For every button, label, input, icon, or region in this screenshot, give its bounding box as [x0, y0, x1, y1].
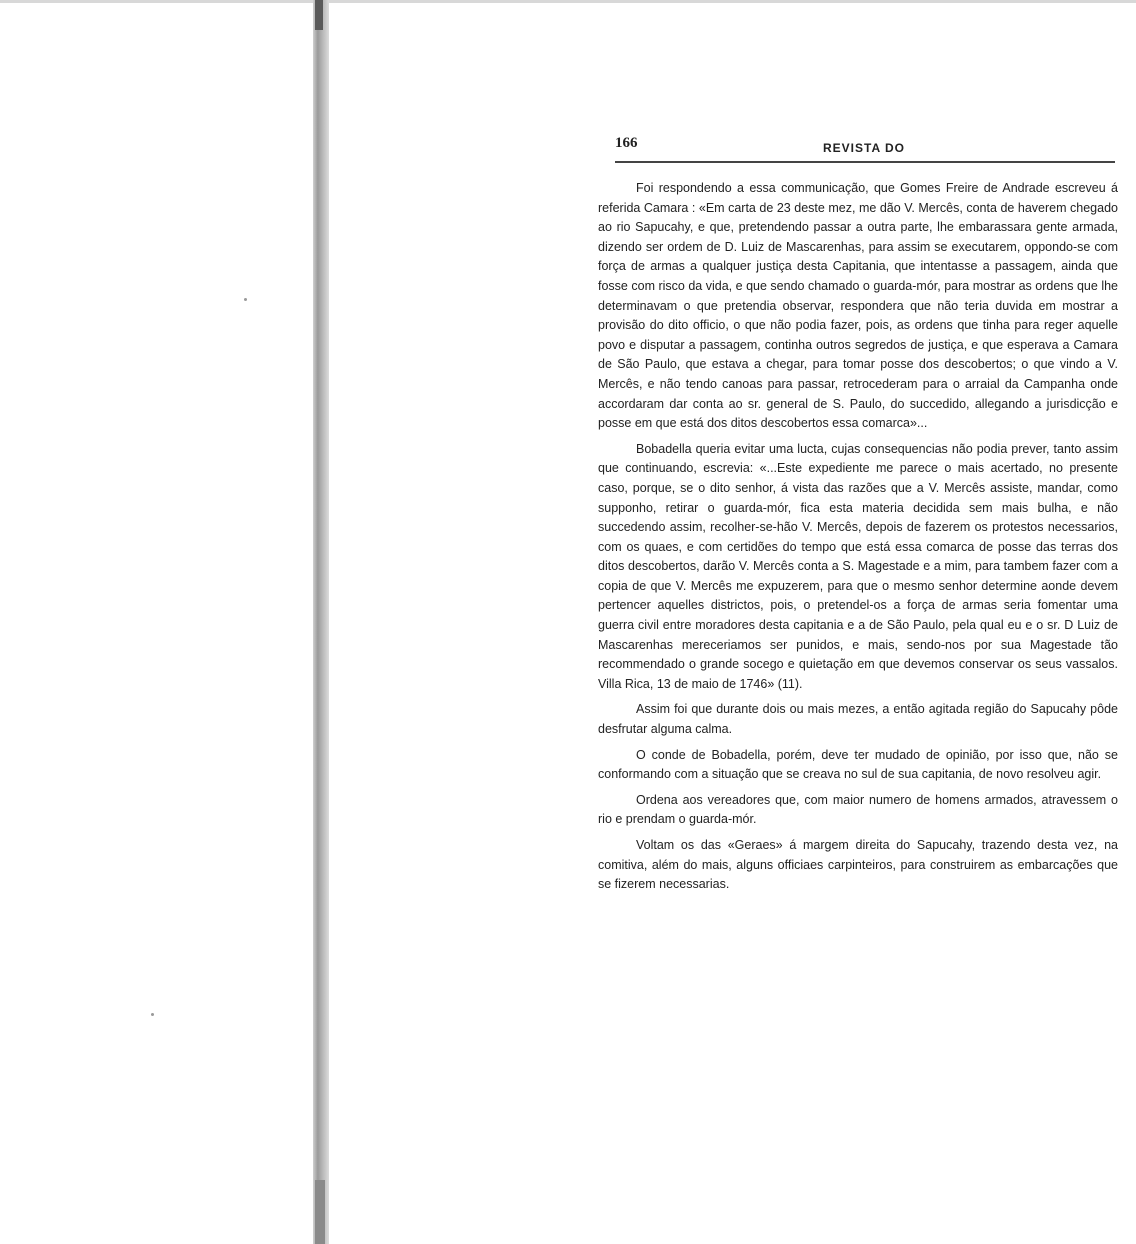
page-header: [615, 135, 1115, 163]
paragraph: O conde de Bobadella, porém, deve ter mudado de opinião, por isso que, não se conformando com a situação que se creava no sul de sua capitania, de novo resolveu agir.: [598, 747, 1118, 782]
scan-top-edge: [0, 0, 1136, 3]
gutter-shadow-bottom: [315, 1180, 325, 1244]
scan-speck: [244, 298, 247, 301]
book-spine-gutter: [313, 0, 329, 1244]
paragraph: Foi respondendo a essa communicação, que Gomes Freire de Andrade escreveu á referida Camara : «Em carta de 23 deste mez, me dão V. Mercês, conta de haverem chegado ao rio Sapucahy, e que, pretendendo passar a outra parte, lhe embarassara gente armada, dizendo ser ordem de D. Luiz de Mascarenhas, para assim se executarem, oppondo-se com força de armas a qualquer justiça desta Capitania, que intentasse a passagem, ainda que fosse com risco da vida, e que sendo chamado o guarda-mór, para mostrar as ordens que lhe determinavam o que pretendia observar, respondera que não teria duvida em mostrar a provisão do dito officio, o que não podia fazer, pois, as ordens que tinha para reger aquelle povo e disputar a passagem, continha outros segredos de justiça, e que esperava a Camara de São Paulo, que estava a chegar, para tomar posse dos descobertos; o que vindo a V. Mercês, e não tendo canoas para passar, retrocederam para o arraial da Campanha onde accordaram dar conta ao sr. general de S. Paulo, do succedido, allegando a jurisdicção e posse em que está dos ditos descobertos essa comarca»...: [598, 181, 1118, 431]
gutter-shadow-top: [315, 0, 323, 30]
paragraph: Assim foi que durante dois ou mais mezes, a então agitada região do Sapucahy pôde desfrutar alguma calma.: [598, 702, 1118, 737]
body-text: [598, 179, 1118, 901]
scan-speck: [151, 1013, 154, 1016]
paragraph: Ordena aos vereadores que, com maior numero de homens armados, atravessem o rio e prendam o guarda-mór.: [598, 792, 1118, 827]
running-head: REVISTA DO: [823, 141, 906, 155]
paragraph: Voltam os das «Geraes» á margem direita do Sapucahy, trazendo desta vez, na comitiva, além do mais, alguns officiaes carpinteiros, para construirem as embarcações que se fizerem necessarias.: [598, 838, 1118, 892]
page-number: 166: [615, 135, 638, 151]
paragraph: Bobadella queria evitar uma lucta, cujas consequencias não podia prever, tanto assim que continuando, escrevia: «...Este expediente me parece o mais acertado, no presente caso, porque, se o dito senhor, á vista das razões que a V. Mercês assiste, mandar, como supponho, retirar o guarda-mór, fica esta materia decidida sem mais bulha, e não succedendo assim, recolher-se-hão V. Mercês, depois de fazerem os protestos necessarios, com os quaes, e com certidões do tempo que está essa comarca de posse das terras dos ditos descobertos, darão V. Mercês conta a S. Magestade e a mim, para tambem fazer com a copia de que V. Mercês me expuzerem, para que o mesmo senhor determine aonde devem pertencer aquelles districtos, pois, o pretendel-os a força de armas seria fomentar uma guerra civil entre moradores desta capitania e a de São Paulo, pela qual eu e o sr. D Luiz de Mascarenhas mereceriamos ser punidos, e mais, sendo-nos por sua Magestade tão recommendado o grande socego e quietação em que devemos conservar os seus vassalos. Villa Rica, 13 de maio de 1746» (11).: [598, 441, 1118, 691]
